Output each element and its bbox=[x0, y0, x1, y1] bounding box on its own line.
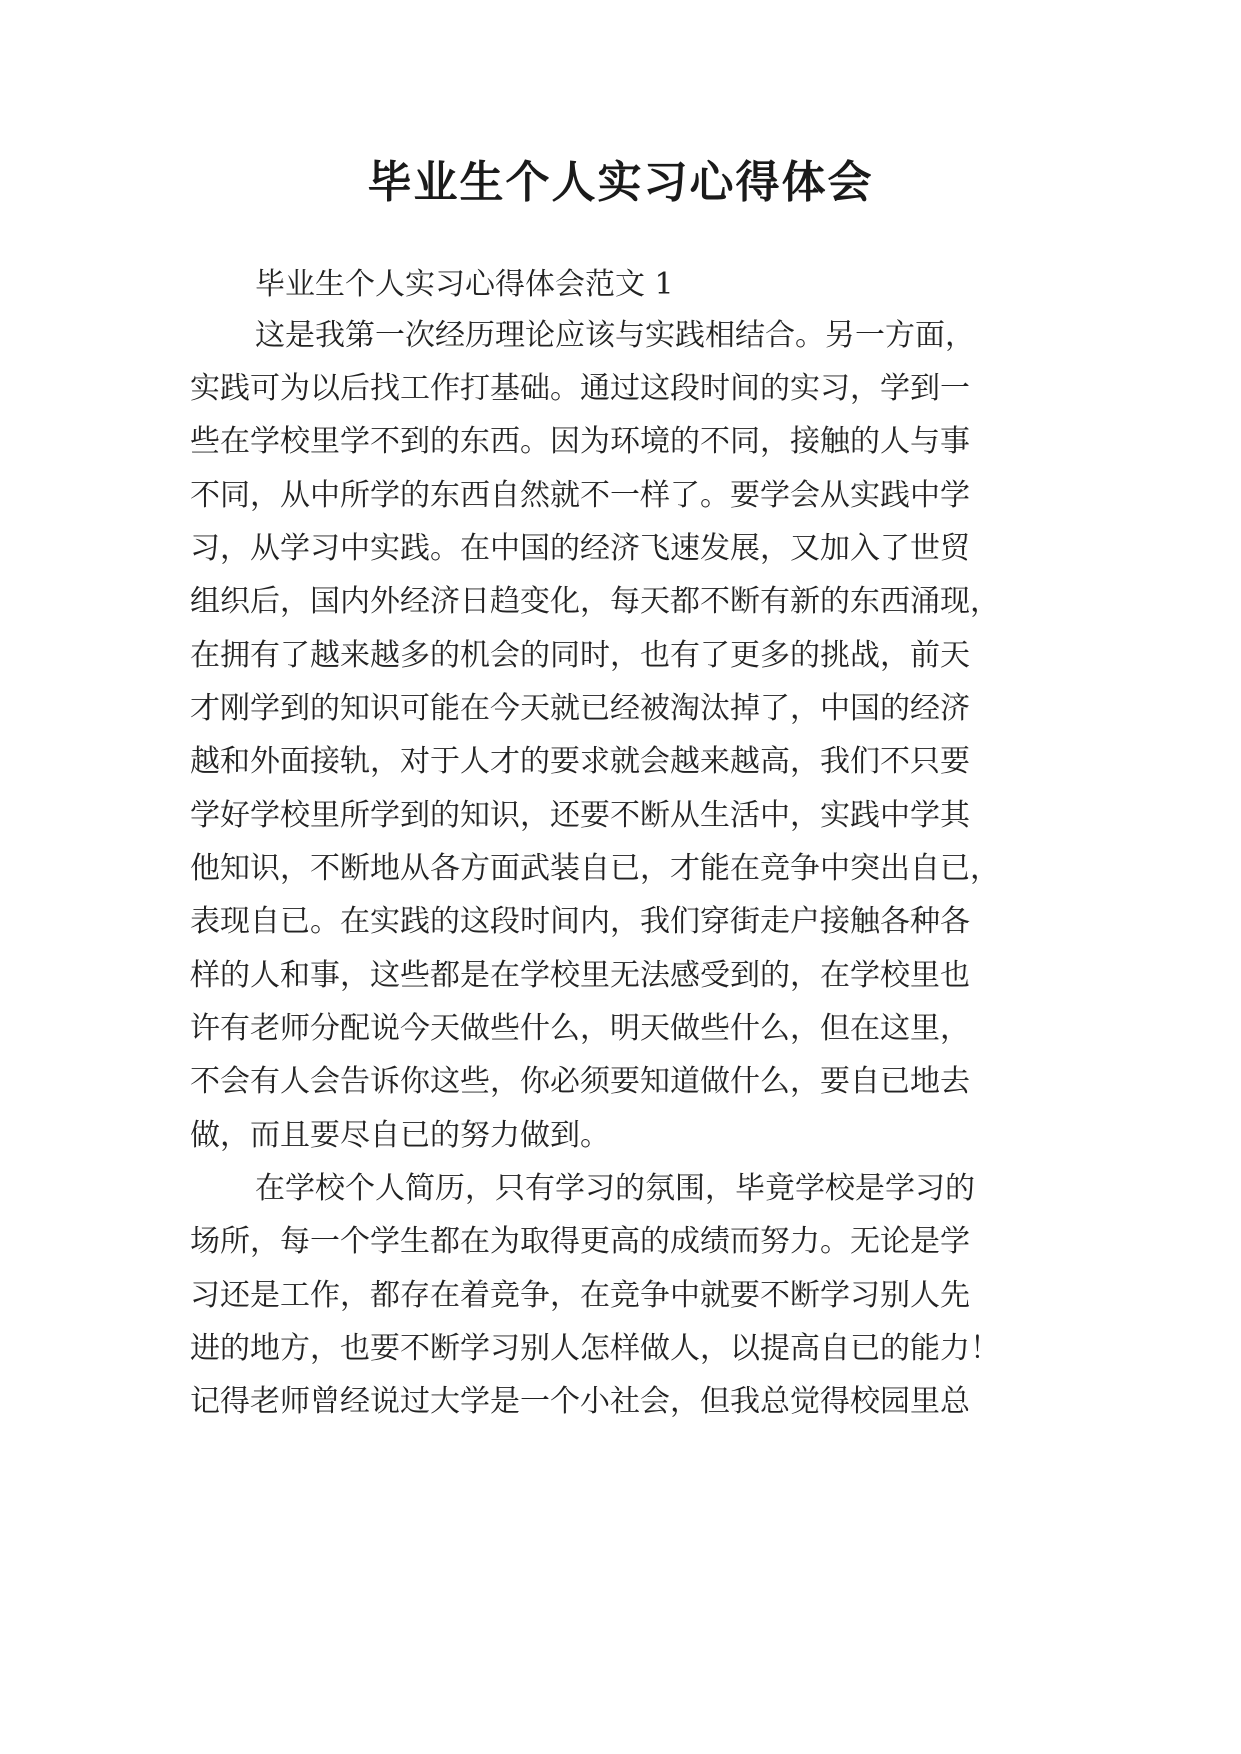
paragraph-line: 表现自已。在实践的这段时间内，我们穿街走户接触各种各 bbox=[190, 904, 970, 939]
paragraph-line: 进的地方，也要不断学习别人怎样做人，以提高自已的能力！ bbox=[190, 1331, 1000, 1366]
document-title: 毕业生个人实习心得体会 bbox=[367, 157, 874, 208]
paragraph-line: 许有老师分配说今天做些什么，明天做些什么，但在这里， bbox=[190, 1011, 970, 1046]
section-heading: 毕业生个人实习心得体会范文 1 bbox=[255, 267, 674, 302]
paragraph-line: 记得老师曾经说过大学是一个小社会，但我总觉得校园里总 bbox=[190, 1384, 970, 1419]
paragraph-line: 组织后，国内外经济日趋变化，每天都不断有新的东西涌现， bbox=[190, 584, 1000, 619]
paragraph-line: 些在学校里学不到的东西。因为环境的不同，接触的人与事 bbox=[190, 424, 970, 459]
paragraph-line: 习还是工作，都存在着竞争，在竞争中就要不断学习别人先 bbox=[190, 1278, 970, 1313]
paragraph-line: 学好学校里所学到的知识，还要不断从生活中，实践中学其 bbox=[190, 798, 970, 833]
paragraph-line: 习，从学习中实践。在中国的经济飞速发展，又加入了世贸 bbox=[190, 531, 970, 566]
paragraph-line: 实践可为以后找工作打基础。通过这段时间的实习，学到一 bbox=[190, 371, 970, 406]
paragraph-line: 在学校个人简历，只有学习的氛围，毕竟学校是学习的 bbox=[255, 1171, 975, 1206]
paragraph-line: 做，而且要尽自已的努力做到。 bbox=[190, 1118, 610, 1153]
paragraph-line: 场所，每一个学生都在为取得更高的成绩而努力。无论是学 bbox=[190, 1224, 970, 1259]
paragraph-line: 在拥有了越来越多的机会的同时，也有了更多的挑战，前天 bbox=[190, 638, 970, 673]
paragraph-line: 样的人和事，这些都是在学校里无法感受到的，在学校里也 bbox=[190, 958, 970, 993]
paragraph-line: 越和外面接轨，对于人才的要求就会越来越高，我们不只要 bbox=[190, 744, 970, 779]
paragraph-line: 不会有人会告诉你这些，你必须要知道做什么，要自已地去 bbox=[190, 1064, 970, 1099]
paragraph-line: 他知识，不断地从各方面武装自已，才能在竞争中突出自已， bbox=[190, 851, 1000, 886]
paragraph-line: 这是我第一次经历理论应该与实践相结合。另一方面， bbox=[255, 318, 975, 353]
paragraph-line: 不同，从中所学的东西自然就不一样了。要学会从实践中学 bbox=[190, 478, 970, 513]
paragraph-line: 才刚学到的知识可能在今天就已经被淘汰掉了，中国的经济 bbox=[190, 691, 970, 726]
